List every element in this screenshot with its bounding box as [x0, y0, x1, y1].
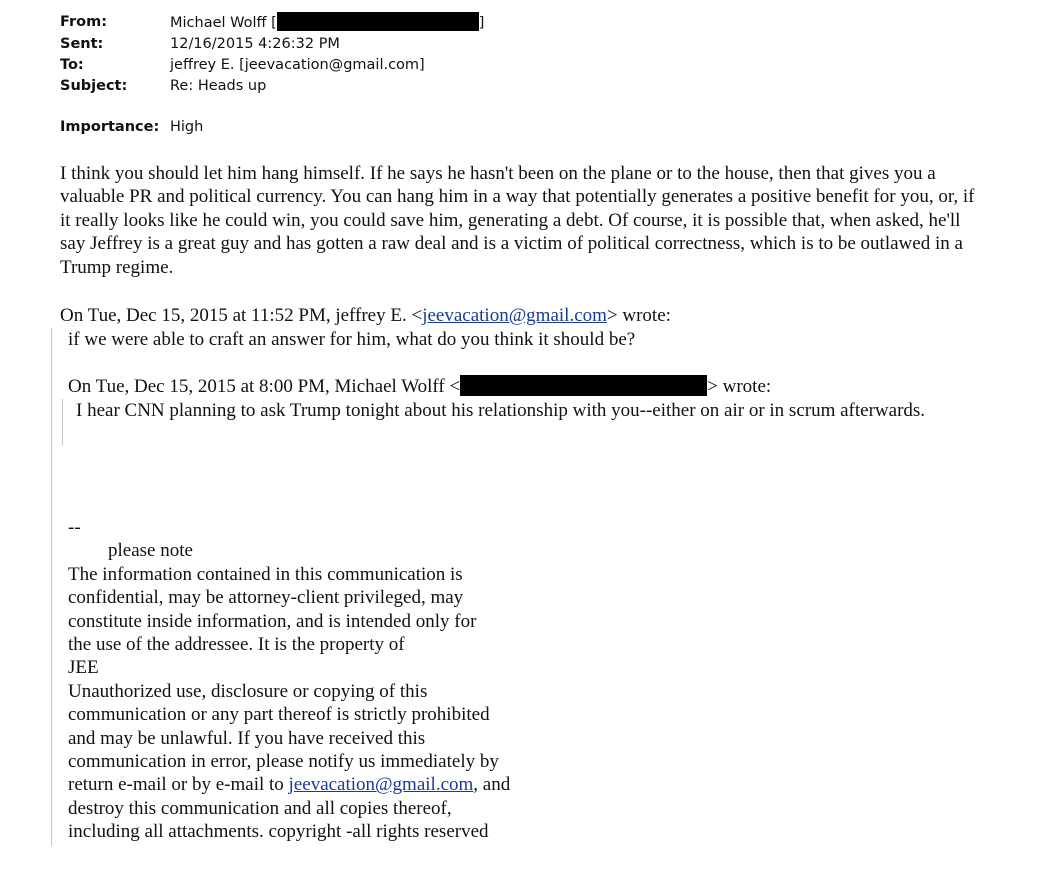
to-value: jeffrey E. [jeevacation@gmail.com] — [170, 57, 425, 73]
sent-row — [60, 34, 484, 55]
disclaimer-line: destroy this communication and all copies thereof, — [68, 797, 452, 819]
quote2-message: I hear CNN planning to ask Trump tonight about his relationship with you--either on air or in scrum afterwards. — [76, 400, 926, 421]
quote2-attribution — [68, 375, 771, 398]
quote1-message: if we were able to craft an answer for him, what do you think it should be? — [68, 329, 636, 350]
subject-value: Re: Heads up — [170, 78, 267, 94]
subject-row — [60, 76, 484, 97]
disclaimer-line: communication or any part thereof is strictly prohibited — [68, 704, 490, 726]
sent-value: 12/16/2015 4:26:32 PM — [170, 36, 340, 52]
disclaimer-email-link[interactable]: jeevacation@gmail.com — [288, 774, 474, 796]
quote1-prefix: On Tue, Dec 15, 2015 at 11:52 PM, jeffrey E. < — [60, 305, 423, 326]
from-row — [60, 12, 484, 34]
disclaimer-line: confidential, may be attorney-client privileged, may — [68, 587, 464, 609]
to-row — [60, 55, 484, 76]
importance-row — [60, 117, 203, 138]
quote1-attribution — [60, 304, 1020, 327]
subject-label: Subject: — [60, 78, 128, 94]
from-label: From: — [60, 14, 107, 30]
disclaimer-line: The information contained in this communication is — [68, 563, 463, 585]
importance-value: High — [170, 119, 204, 135]
disclaimer-line — [68, 773, 510, 796]
quote-bar-outer — [51, 328, 52, 846]
importance-label: Importance: — [60, 119, 160, 135]
quote2-suffix: > wrote: — [707, 376, 772, 397]
disclaimer-line: the use of the addressee. It is the property of — [68, 634, 405, 656]
quote-bar-inner — [62, 399, 63, 445]
to-label: To: — [60, 57, 84, 73]
signature-dashes: -- — [68, 517, 81, 538]
from-value — [170, 12, 484, 34]
sent-label: Sent: — [60, 36, 104, 52]
body-paragraph: I think you should let him hang himself. If he says he hasn't been on the plane or to the house, then that gives you a valuable PR and political currency. You can hang him in a way that potentially generates a positive benefit for you, or, if it really looks like he could win, you could save him, generating a debt. Of course, it is possible that, when asked, he'll say Jeffrey is a great guy and has gotten a raw deal and is a victim of political correctness, which is to be outlawed in a Trump regime. — [60, 163, 975, 278]
disclaimer-suffix: , and — [473, 774, 511, 796]
disclaimer-line: Unauthorized use, disclosure or copying of this — [68, 680, 428, 702]
disclaimer-line: including all attachments. copyright -all rights reserved — [68, 821, 489, 843]
quote1-suffix: > wrote: — [606, 305, 671, 326]
disclaimer-line: JEE — [68, 657, 99, 679]
signature-block — [68, 516, 510, 844]
disclaimer-line: constitute inside information, and is intended only for — [68, 610, 477, 632]
email-body — [60, 162, 975, 279]
redaction-bar — [277, 12, 479, 31]
from-close: ] — [478, 15, 485, 31]
redaction-bar — [460, 375, 707, 396]
quote2-prefix: On Tue, Dec 15, 2015 at 8:00 PM, Michael Wolff < — [68, 376, 461, 397]
email-header — [60, 12, 484, 97]
from-name: Michael Wolff [ — [170, 15, 277, 31]
disclaimer-line: and may be unlawful. If you have received this — [68, 727, 426, 749]
disclaimer-line: communication in error, please notify us immediately by — [68, 751, 499, 773]
quote1-email-link[interactable]: jeevacation@gmail.com — [422, 305, 607, 326]
disclaimer-prefix: return e-mail or by e-mail to — [68, 774, 289, 796]
please-note: please note — [108, 540, 193, 562]
